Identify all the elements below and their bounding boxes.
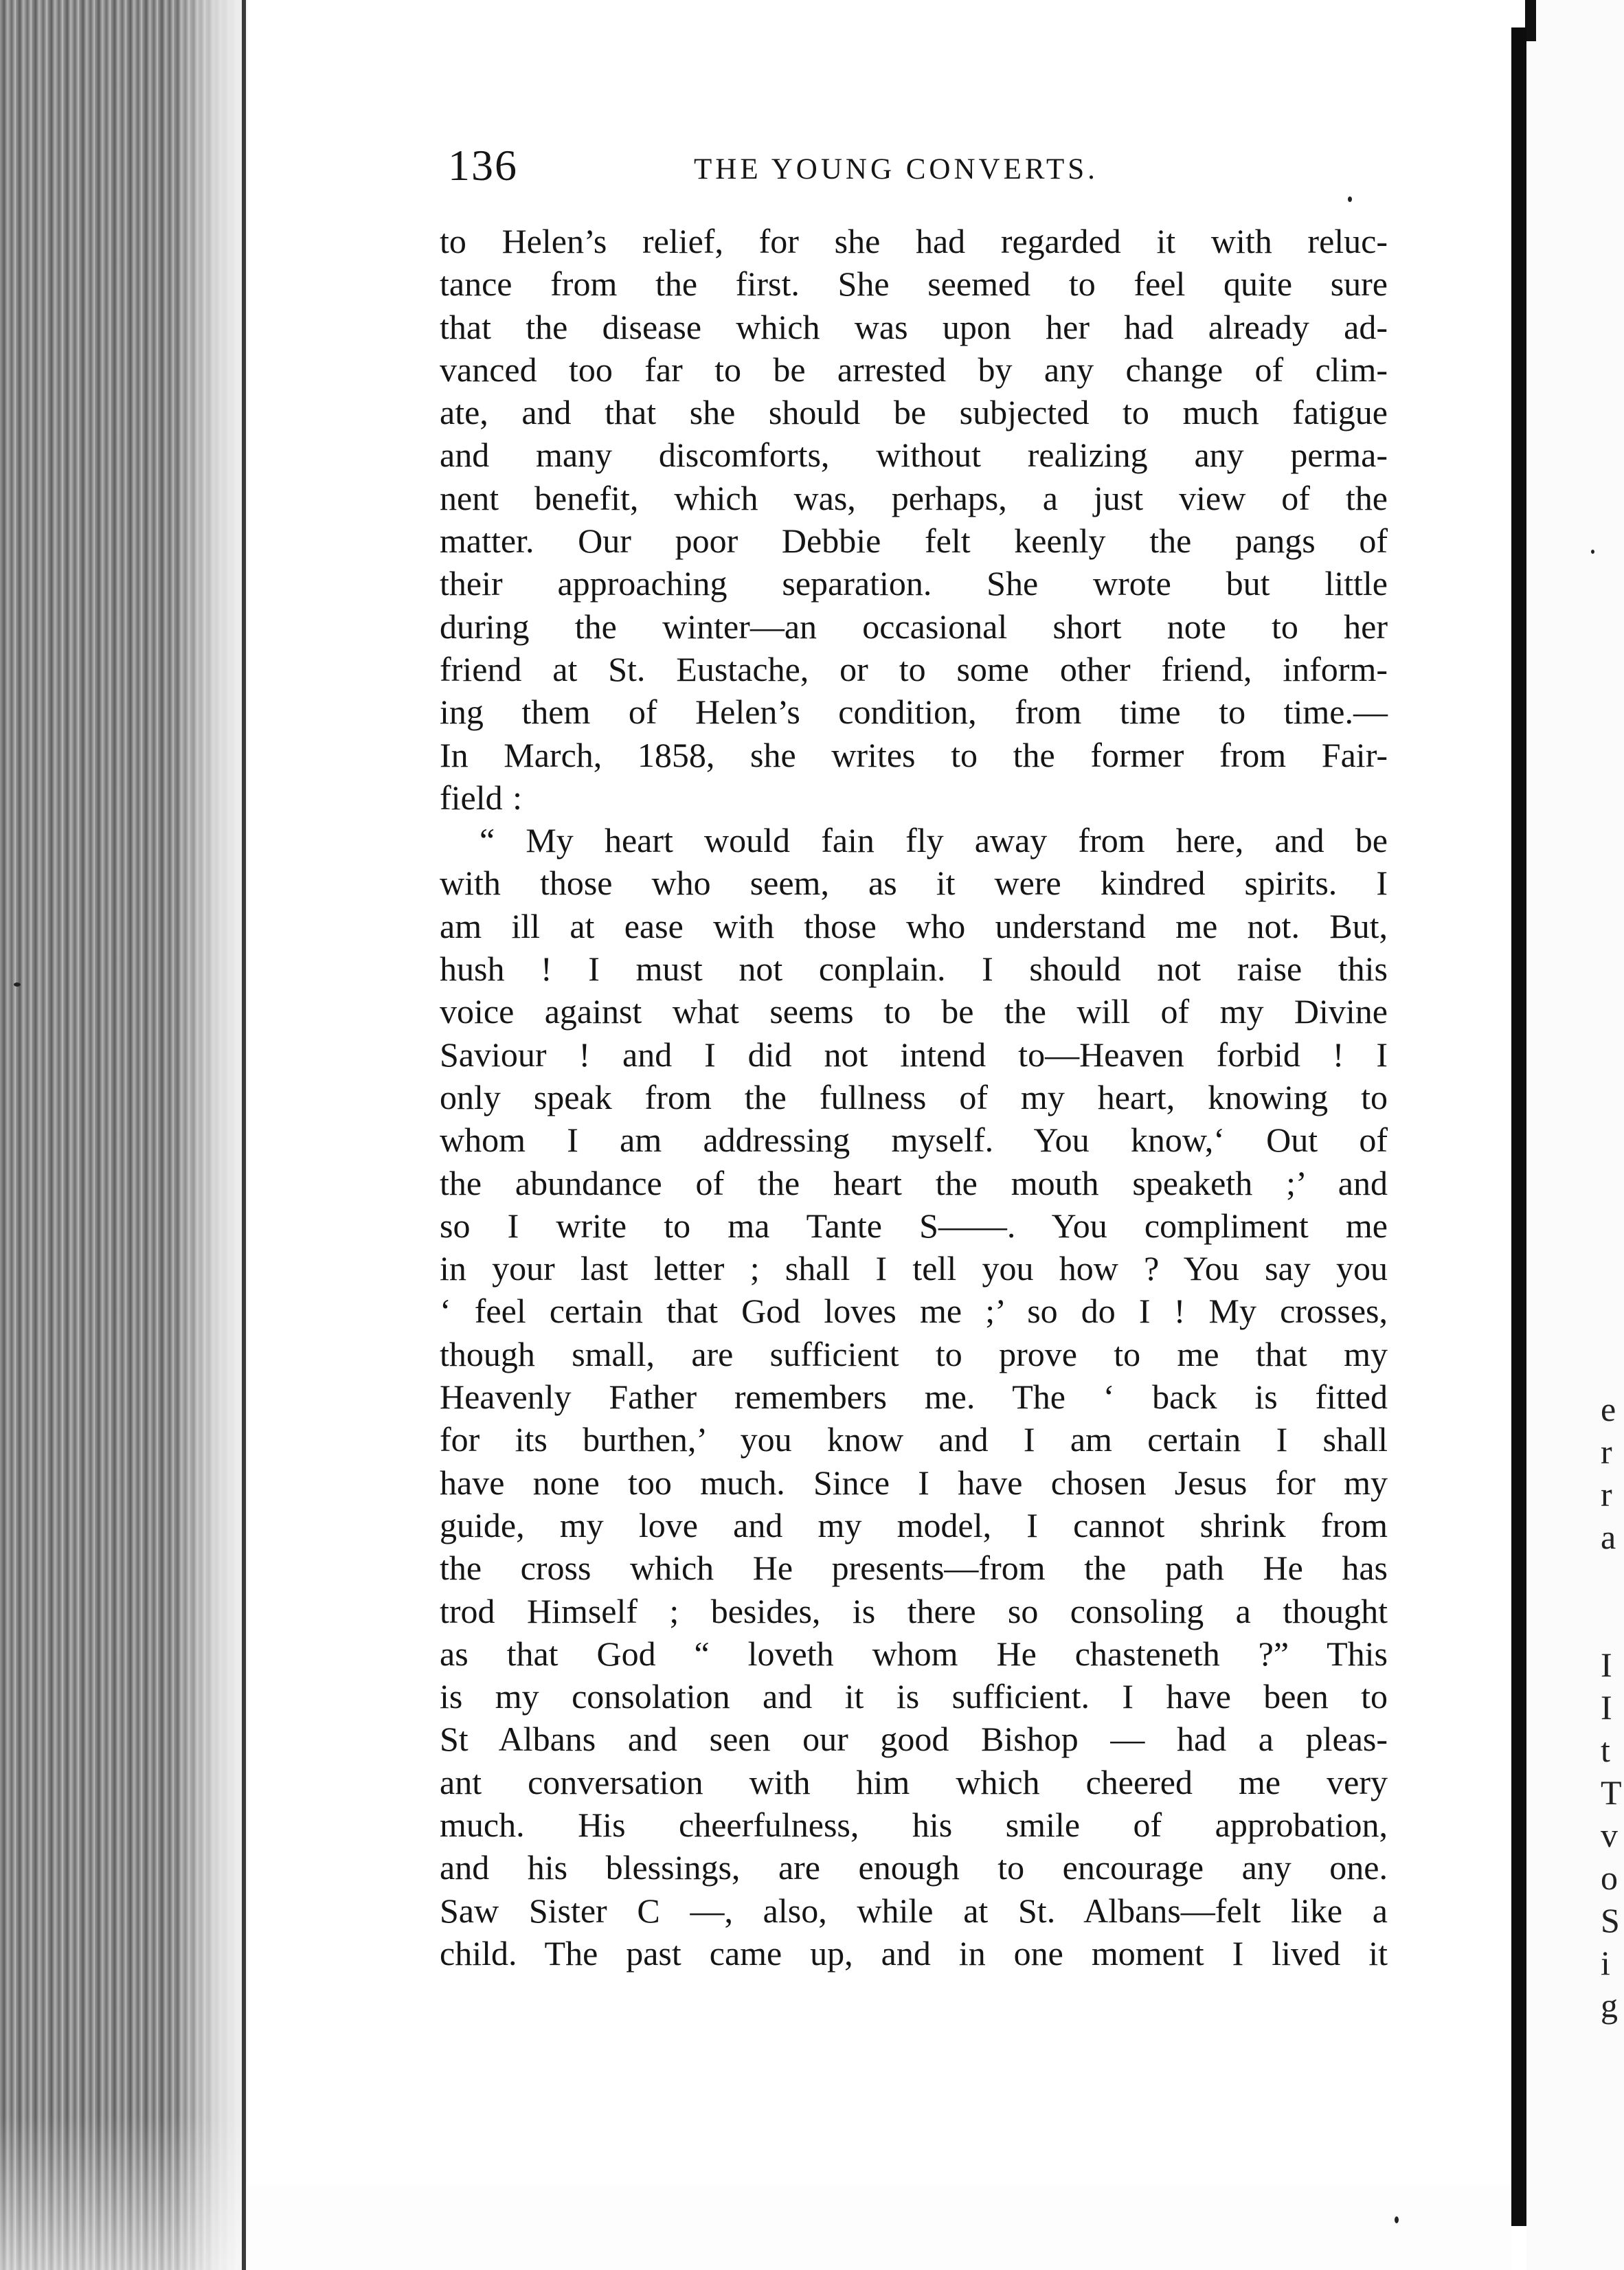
running-title: THE YOUNG CONVERTS. bbox=[694, 153, 1098, 186]
text-line: tance from the first. She seemed to feel quite sure bbox=[440, 265, 1388, 304]
next-page-letter: e bbox=[1601, 1390, 1616, 1428]
text-line: vanced too far to be arrested by any change of clim- bbox=[440, 350, 1388, 389]
scan-speck bbox=[1395, 2216, 1399, 2223]
text-line: ate, and that she should be subjected to much fatigue bbox=[440, 393, 1388, 432]
text-line: is my consolation and it is sufficient. I have been to bbox=[440, 1677, 1388, 1716]
text-line: have none too much. Since I have chosen Jesus for my bbox=[440, 1463, 1388, 1502]
text-line: matter. Our poor Debbie felt keenly the pangs of bbox=[440, 521, 1388, 561]
text-line: trod Himself ; besides, is there so consoling a thought bbox=[440, 1591, 1388, 1630]
text-line: only speak from the fullness of my heart, knowing to bbox=[440, 1077, 1388, 1116]
text-line: nent benefit, which was, perhaps, a just view of the bbox=[440, 478, 1388, 517]
text-line: ‘ feel certain that God loves me ;’ so do I ! My crosses, bbox=[440, 1292, 1388, 1331]
next-page-letter: r bbox=[1601, 1432, 1612, 1471]
book-page bbox=[440, 131, 1388, 1975]
running-head bbox=[440, 131, 1388, 192]
next-page-letter: I bbox=[1601, 1645, 1612, 1684]
page-number: 136 bbox=[448, 141, 518, 190]
binding-top bbox=[1525, 0, 1536, 41]
text-line: as that God “ loveth whom He chasteneth ?” This bbox=[440, 1634, 1388, 1673]
text-line: “ My heart would fain fly away from here, and be bbox=[480, 821, 1388, 860]
text-line: Saviour ! and I did not intend to—Heaven forbid ! I bbox=[440, 1035, 1388, 1074]
scan-speck bbox=[1591, 550, 1594, 554]
next-page-letter: v bbox=[1601, 1816, 1618, 1854]
binding-line bbox=[1511, 27, 1526, 2226]
text-line: guide, my love and my model, I cannot shrink from bbox=[440, 1505, 1388, 1544]
text-line: Heavenly Father remembers me. The ‘ back is fitted bbox=[440, 1378, 1388, 1417]
text-line: in your last letter ; shall I tell you how ? You say you bbox=[440, 1249, 1388, 1288]
next-page-letter: g bbox=[1601, 1986, 1618, 2025]
text-line: for its burthen,’ you know and I am certain I shall bbox=[440, 1420, 1388, 1459]
text-line: the cross which He presents—from the path He has bbox=[440, 1549, 1388, 1588]
text-line: the abundance of the heart the mouth speaketh ;’ and bbox=[440, 1163, 1388, 1202]
text-line: voice against what seems to be the will of my Divine bbox=[440, 992, 1388, 1031]
text-line: whom I am addressing myself. You know,‘ Out of bbox=[440, 1121, 1388, 1160]
text-line: In March, 1858, she writes to the former from Fair- bbox=[440, 735, 1388, 774]
text-line: ant conversation with him which cheered me very bbox=[440, 1762, 1388, 1801]
text-line: though small, are sufficient to prove to me that my bbox=[440, 1334, 1388, 1373]
next-page-letter: S bbox=[1601, 1901, 1620, 1940]
next-page-letter: T bbox=[1601, 1773, 1622, 1812]
text-line: ing them of Helen’s condition, from time to time.— bbox=[440, 693, 1388, 732]
text-line: during the winter—an occasional short note to her bbox=[440, 607, 1388, 646]
text-line: that the disease which was upon her had already ad- bbox=[440, 307, 1388, 346]
next-page-letter: r bbox=[1601, 1475, 1612, 1514]
text-line: much. His cheerfulness, his smile of approbation, bbox=[440, 1805, 1388, 1844]
text-line: friend at St. Eustache, or to some other friend, inform- bbox=[440, 649, 1388, 688]
text-line: with those who seem, as it were kindred spirits. I bbox=[440, 864, 1388, 903]
scan-speck bbox=[1348, 196, 1352, 202]
next-page-letter: I bbox=[1601, 1688, 1612, 1727]
left-edge-bottom-fade bbox=[0, 2116, 247, 2270]
next-page-letter: a bbox=[1601, 1518, 1616, 1556]
text-line: hush ! I must not conplain. I should not raise this bbox=[440, 949, 1388, 989]
text-line: field : bbox=[440, 778, 523, 817]
text-line: their approaching separation. She wrote but little bbox=[440, 564, 1388, 603]
next-page-letter: o bbox=[1601, 1858, 1618, 1897]
next-page-letters bbox=[1601, 1388, 1624, 2027]
text-line: and his blessings, are enough to encourage any one. bbox=[440, 1848, 1388, 1887]
next-page-letter: t bbox=[1601, 1731, 1610, 1769]
text-line: am ill at ease with those who understand me not. But, bbox=[440, 906, 1388, 945]
text-line: and many discomforts, without realizing any perma- bbox=[440, 436, 1388, 475]
text-line: so I write to ma Tante S——. You compliment me bbox=[440, 1206, 1388, 1245]
text-line: Saw Sister C —, also, while at St. Albans—felt like a bbox=[440, 1891, 1388, 1930]
next-page-letter: i bbox=[1601, 1944, 1610, 1982]
page-gutter-line bbox=[242, 0, 246, 2270]
scan-speck bbox=[14, 982, 21, 987]
text-line: St Albans and seen our good Bishop — had a pleas- bbox=[440, 1720, 1388, 1759]
text-line: to Helen’s relief, for she had regarded it with reluc- bbox=[440, 222, 1388, 260]
text-line: child. The past came up, and in one moment I lived it bbox=[440, 1933, 1388, 1973]
spacer bbox=[1601, 1558, 1624, 1643]
bottom-margin bbox=[247, 2185, 1511, 2270]
left-edge-fade bbox=[172, 0, 247, 2270]
body-text bbox=[440, 220, 1388, 1975]
